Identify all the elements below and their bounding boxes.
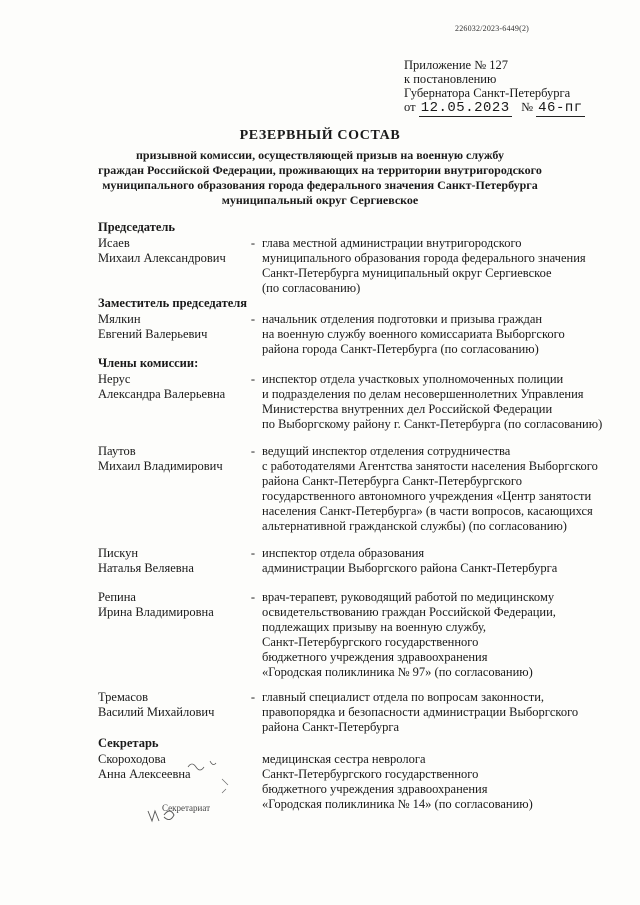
- subtitle-line-4: муниципальный округ Сергиевское: [221, 193, 419, 207]
- appendix-block: [404, 58, 585, 115]
- section-chair: Председатель: [98, 220, 176, 234]
- dash: -: [250, 236, 256, 250]
- number-prefix: №: [521, 100, 534, 114]
- section-secretary: Секретарь: [98, 736, 159, 750]
- appendix-date-line: [404, 100, 585, 115]
- resolution-number: 46-пг: [538, 100, 583, 116]
- dash: -: [250, 690, 256, 704]
- dash: -: [250, 590, 256, 604]
- section-members: Члены комиссии:: [98, 356, 199, 370]
- dash: -: [250, 546, 256, 560]
- member-role: глава местной администрации внутригородского муниципального образования города федерального значения Санкт-Петербурга муниципальный округ Сергиевское (по согласованию): [262, 236, 586, 295]
- member-name: Мялкин Евгений Валерьевич: [98, 312, 208, 341]
- section-deputy: Заместитель председателя: [98, 296, 248, 310]
- signature-stamp-area: [140, 745, 260, 845]
- member-role: медицинская сестра невролога Санкт-Петербургского государственного бюджетного учреждения здравоохранения «Городская поликлиника № 14» (по согласованию): [262, 752, 533, 811]
- subtitle-line-1: призывной комиссии, осуществляющей призыв на военную службу: [136, 148, 504, 162]
- member-role: начальник отделения подготовки и призыва граждан на военную службу военного комиссариата Выборгского района города Санкт-Петербурга (по согласованию): [262, 312, 565, 356]
- member-name: Паутов Михаил Владимирович: [98, 444, 223, 473]
- resolution-date: 12.05.2023: [420, 100, 510, 116]
- handwritten-signature-icon: [140, 745, 260, 845]
- date-prefix: от: [404, 100, 416, 114]
- appendix-issuer: Губернатора Санкт-Петербурга: [404, 86, 571, 100]
- member-name: Пискун Наталья Веляевна: [98, 546, 194, 575]
- appendix-number: Приложение № 127: [404, 58, 509, 72]
- subtitle-line-2: граждан Российской Федерации, проживающих на территории внутригородского: [98, 163, 542, 177]
- member-name: Исаев Михаил Александрович: [98, 236, 226, 265]
- registration-number: 226032/2023-6449(2): [455, 24, 530, 33]
- member-role: врач-терапевт, руководящий работой по медицинскому освидетельствованию граждан Российской Федерации, подлежащих призыву на военную службу, Санкт-Петербургского государственного бюджетного учреждения здравоохранения «Городская поликлиника № 97» (по согласованию): [262, 590, 556, 679]
- appendix-resolution: к постановлению: [404, 72, 497, 86]
- document-header: [0, 128, 640, 208]
- member-role: ведущий инспектор отделения сотрудничества с работодателями Агентства занятости населения Выборгского района Санкт-Петербурга Санкт-Петербургского государственного автономного учреждения «Центр занятости населения Санкт-Петербурга» (в части вопросов, касающихся альтернативной гражданской службы) (по согласованию): [262, 444, 598, 533]
- dash: -: [250, 372, 256, 386]
- dash: -: [250, 444, 256, 458]
- member-role: инспектор отдела образования администрации Выборгского района Санкт-Петербурга: [262, 546, 558, 575]
- member-name: Нерус Александра Валерьевна: [98, 372, 226, 401]
- member-name: Скороходова Анна Алексеевна: [98, 752, 191, 781]
- subtitle-line-3: муниципального образования города федерального значения Санкт-Петербурга: [102, 178, 538, 192]
- member-name: Тремасов Василий Михайлович: [98, 690, 215, 719]
- member-name: Репина Ирина Владимировна: [98, 590, 214, 619]
- secretariat-stamp: Секретариат: [162, 803, 211, 813]
- member-role: инспектор отдела участковых уполномоченных полиции и подразделения по делам несовершеннолетних Управления Министерства внутренних дел Российской Федерации по Выборгскому району г. Санкт-Петербурга (по согласованию): [262, 372, 603, 431]
- dash: -: [250, 312, 256, 326]
- document-title: РЕЗЕРВНЫЙ СОСТАВ: [239, 128, 401, 143]
- member-role: главный специалист отдела по вопросам законности, правопорядка и безопасности администрации Выборгского района Санкт-Петербурга: [262, 690, 579, 734]
